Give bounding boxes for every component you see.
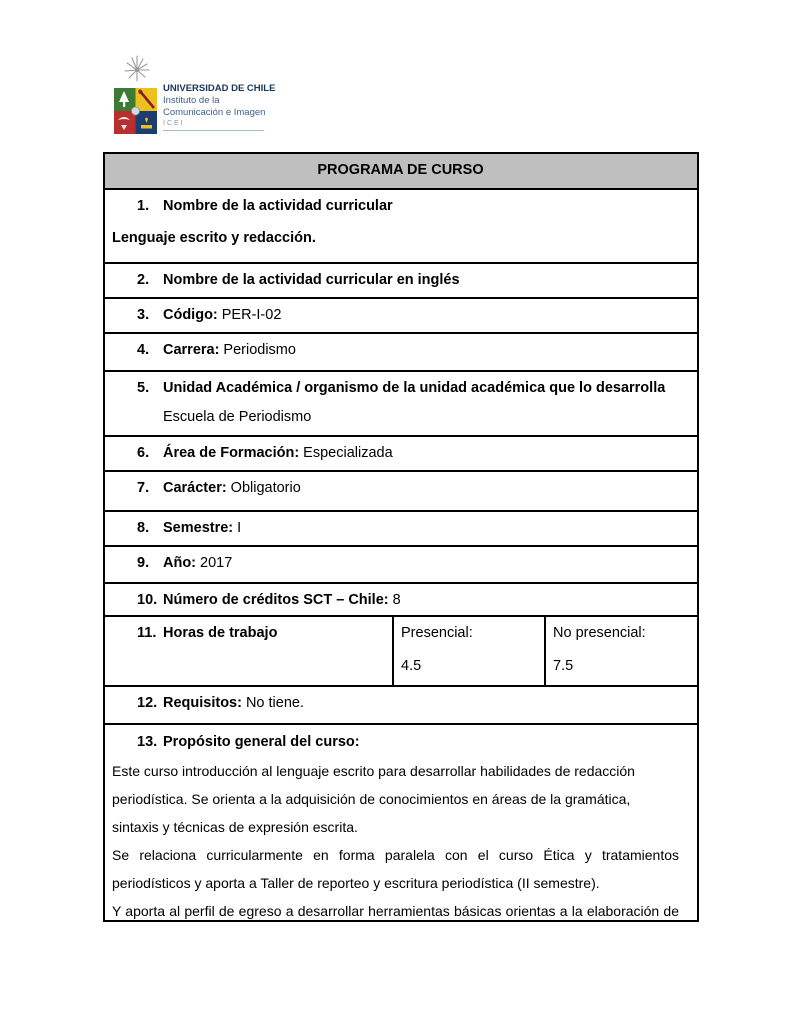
purpose-p2-line: Se relaciona curricularmente en forma paralela con el curso Ética y tratamientos bbox=[112, 847, 679, 863]
purpose-p2-line: periodísticos y aporta a Taller de reporteo y escritura periodística (II semestre). bbox=[112, 875, 600, 891]
logo-institute-line1: Instituto de la bbox=[163, 95, 220, 106]
item-value: 8 bbox=[392, 592, 401, 608]
item-value: I bbox=[237, 520, 242, 536]
item-2 bbox=[112, 270, 689, 290]
item-label: Carrera: bbox=[163, 342, 220, 358]
item-6 bbox=[112, 443, 689, 463]
item-number: 12. bbox=[137, 695, 158, 711]
row-horas-trabajo bbox=[104, 616, 698, 686]
item-label: Propósito general del curso: bbox=[163, 734, 360, 750]
item-value: No tiene. bbox=[245, 695, 304, 711]
item-label: Carácter: bbox=[163, 480, 227, 496]
item-value: Periodismo bbox=[223, 342, 296, 358]
row-proposito bbox=[104, 724, 698, 921]
table-title: PROGRAMA DE CURSO bbox=[104, 153, 698, 189]
item-number: 10. bbox=[137, 592, 158, 608]
item-number: 13. bbox=[137, 734, 158, 750]
no-presencial-label: No presencial: bbox=[553, 625, 646, 641]
row-caracter bbox=[104, 471, 698, 511]
purpose-p1-line: Este curso introducción al lenguaje escrito para desarrollar habilidades de redacción bbox=[112, 763, 635, 779]
purpose-p1-line: sintaxis y técnicas de expresión escrita. bbox=[112, 819, 358, 835]
item-label: Nombre de la actividad curricular bbox=[163, 198, 393, 214]
row-area-formacion bbox=[104, 436, 698, 471]
item-label: Semestre: bbox=[163, 520, 234, 536]
item-number: 11. bbox=[137, 625, 157, 641]
item-9 bbox=[112, 553, 689, 573]
item-11 bbox=[112, 623, 384, 643]
item-3 bbox=[112, 305, 689, 325]
row-codigo bbox=[104, 298, 698, 333]
item-number: 8. bbox=[137, 520, 150, 536]
university-logo bbox=[112, 55, 276, 137]
item-label: Nombre de la actividad curricular en inglés bbox=[163, 272, 460, 288]
row-nombre-ingles bbox=[104, 263, 698, 298]
horas-trabajo-cell bbox=[104, 616, 393, 686]
item-label: Unidad Académica / organismo de la unidad académica que lo desarrolla bbox=[163, 380, 666, 396]
item-number: 9. bbox=[137, 555, 150, 571]
presencial-label: Presencial: bbox=[401, 625, 473, 641]
item-number: 7. bbox=[137, 480, 150, 496]
row-nombre-actividad bbox=[104, 189, 698, 263]
item-value: PER-I-02 bbox=[221, 307, 282, 323]
row-ano bbox=[104, 546, 698, 583]
no-presencial-cell bbox=[545, 616, 698, 686]
item-value: Obligatorio bbox=[230, 480, 301, 496]
item-number: 3. bbox=[137, 307, 150, 323]
purpose-p3-line: Y aporta al perfil de egreso a desarrollar herramientas básicas orientas a la elaboración de bbox=[112, 903, 679, 919]
item-number: 5. bbox=[137, 380, 150, 396]
item-5 bbox=[112, 378, 689, 398]
row-unidad-academica bbox=[104, 371, 698, 436]
item-number: 1. bbox=[137, 198, 150, 214]
purpose-p1-line: periodística. Se orienta a la adquisición de conocimientos en áreas de la gramática, bbox=[112, 791, 631, 807]
item-4 bbox=[112, 340, 689, 360]
item-label: Horas de trabajo bbox=[163, 625, 278, 641]
logo-acronym: ICEI bbox=[163, 118, 264, 131]
presencial-value: 4.5 bbox=[401, 658, 422, 674]
item-7 bbox=[112, 478, 689, 498]
item-12 bbox=[112, 693, 689, 713]
item-10 bbox=[112, 590, 689, 610]
logo-university-name: UNIVERSIDAD DE CHILE bbox=[163, 83, 276, 94]
presencial-cell bbox=[393, 616, 545, 686]
item-number: 4. bbox=[137, 342, 150, 358]
item-label: Número de créditos SCT – Chile: bbox=[163, 592, 389, 608]
logo-institute-line2: Comunicación e Imagen bbox=[163, 106, 266, 118]
logo-text-block bbox=[163, 55, 276, 131]
row-carrera bbox=[104, 333, 698, 371]
item-value: 2017 bbox=[200, 555, 233, 571]
item-label: Requisitos: bbox=[163, 695, 242, 711]
no-presencial-value: 7.5 bbox=[553, 658, 574, 674]
purpose-paragraphs bbox=[112, 757, 679, 920]
unidad-academica-value: Escuela de Periodismo bbox=[163, 409, 312, 425]
row-creditos bbox=[104, 583, 698, 616]
item-label: Código: bbox=[163, 307, 218, 323]
university-crest-icon bbox=[112, 55, 158, 137]
item-value: Especializada bbox=[303, 445, 393, 461]
row-semestre bbox=[104, 511, 698, 546]
purpose-content bbox=[112, 732, 679, 920]
item-number: 6. bbox=[137, 445, 150, 461]
item-label: Año: bbox=[163, 555, 197, 571]
item-label: Área de Formación: bbox=[163, 445, 300, 461]
item-1 bbox=[112, 196, 689, 216]
course-program-table bbox=[103, 152, 699, 922]
item-13 bbox=[112, 732, 679, 752]
course-name-value: Lenguaje escrito y redacción. bbox=[112, 230, 316, 246]
item-8 bbox=[112, 518, 689, 538]
item-number: 2. bbox=[137, 272, 150, 288]
row-requisitos bbox=[104, 686, 698, 724]
